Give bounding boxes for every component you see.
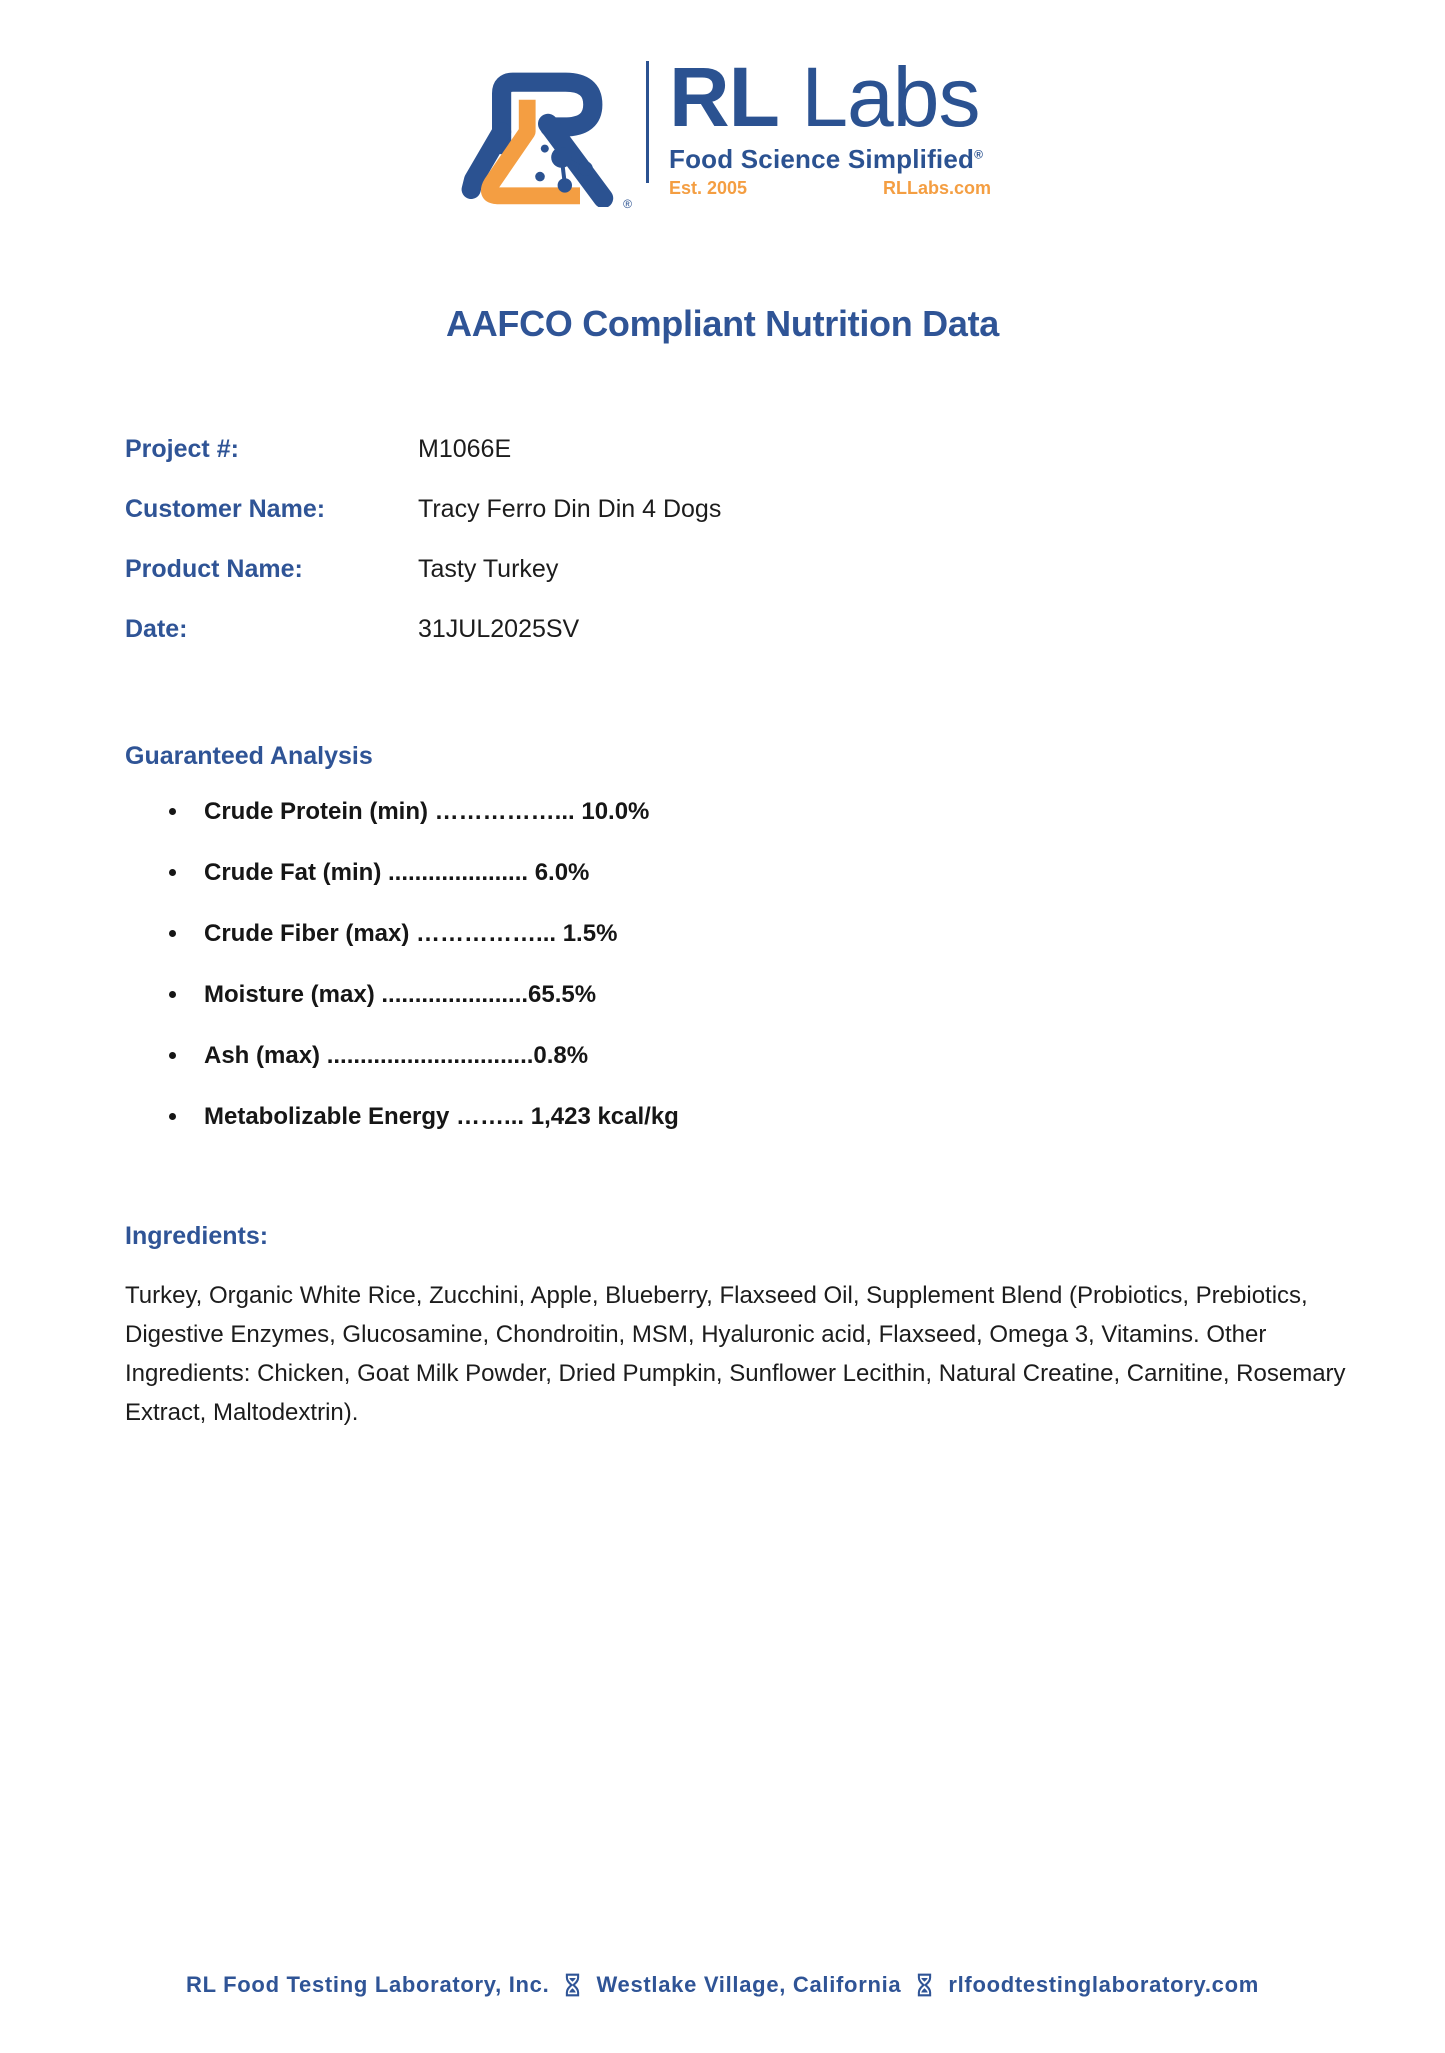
brand-name-light: Labs	[778, 50, 980, 144]
guaranteed-analysis-list	[0, 797, 1445, 1132]
list-item	[190, 1041, 1445, 1071]
ingredients-heading: Ingredients:	[125, 1222, 269, 1250]
field-value-date: 31JUL2025SV	[418, 615, 580, 643]
field-value-project: M1066E	[418, 435, 512, 463]
guaranteed-analysis-heading: Guaranteed Analysis	[125, 742, 373, 770]
list-item	[190, 858, 1445, 888]
flask-logo-icon	[454, 55, 632, 211]
footer-website: rlfoodtestinglaboratory.com	[948, 1972, 1259, 1997]
ga-item-moisture: Moisture (max) ......................65.5%	[204, 981, 597, 1008]
ingredients-paragraph: Turkey, Organic White Rice, Zucchini, Apple, Blueberry, Flaxseed Oil, Supplement Blend (Probiotics, Prebiotics, Digestive Enzymes, Glucosamine, Chondroitin, MSM, Hyaluronic acid, Flaxseed, Omega 3, Vitamins. Other Ingredients: Chicken, Goat Milk Powder, Dried Pumpkin, Sunflower Lecithin, Natural Creatine, Carnitine, Rosemary Extract, Maltodextrin).	[125, 1282, 1346, 1426]
field-label-project: Project #:	[125, 435, 239, 463]
field-label-product: Product Name:	[125, 555, 303, 583]
ga-item-ash: Ash (max) ...............................0.8%	[204, 1042, 589, 1069]
field-value-product: Tasty Turkey	[418, 555, 559, 583]
field-label-date: Date:	[125, 615, 188, 643]
list-item	[190, 919, 1445, 949]
ga-item-crude-fiber: Crude Fiber (max) ……………... 1.5%	[204, 920, 618, 947]
tagline-registered-mark: ®	[974, 147, 984, 162]
field-row-date	[125, 615, 1445, 644]
field-row-customer	[125, 495, 1445, 524]
brand-name-bold: RL	[669, 50, 779, 144]
field-row-project	[125, 435, 1445, 464]
field-row-product	[125, 555, 1445, 584]
flask-registered-mark: ®	[623, 197, 632, 211]
footer-location: Westlake Village, California	[596, 1972, 902, 1997]
field-label-customer: Customer Name:	[125, 495, 326, 523]
ga-item-crude-fat: Crude Fat (min) ..................... 6.0%	[204, 859, 590, 886]
hourglass-icon	[917, 1973, 932, 1997]
project-fields	[125, 435, 1445, 644]
field-value-customer: Tracy Ferro Din Din 4 Dogs	[418, 495, 722, 523]
footer-company: RL Food Testing Laboratory, Inc.	[186, 1972, 550, 1997]
brand-website: RLLabs.com	[882, 178, 991, 198]
brand-est: Est. 2005	[669, 178, 748, 198]
brand-tagline	[669, 144, 991, 175]
ga-item-crude-protein: Crude Protein (min) ……………... 10.0%	[204, 798, 650, 825]
hourglass-icon	[565, 1973, 580, 1997]
list-item	[190, 1102, 1445, 1132]
footer	[0, 1972, 1445, 1998]
brand-text-block	[669, 50, 991, 199]
brand-name	[669, 50, 991, 144]
ga-item-metabolizable-energy: Metabolizable Energy ……... 1,423 kcal/kg	[204, 1103, 679, 1130]
list-item	[190, 980, 1445, 1010]
brand-tagline-text: Food Science Simplified	[669, 144, 975, 174]
page-title: AAFCO Compliant Nutrition Data	[446, 303, 999, 344]
list-item	[190, 797, 1445, 827]
logo-divider	[646, 61, 649, 183]
brand-meta	[669, 178, 991, 199]
rl-labs-logo	[0, 0, 1445, 211]
